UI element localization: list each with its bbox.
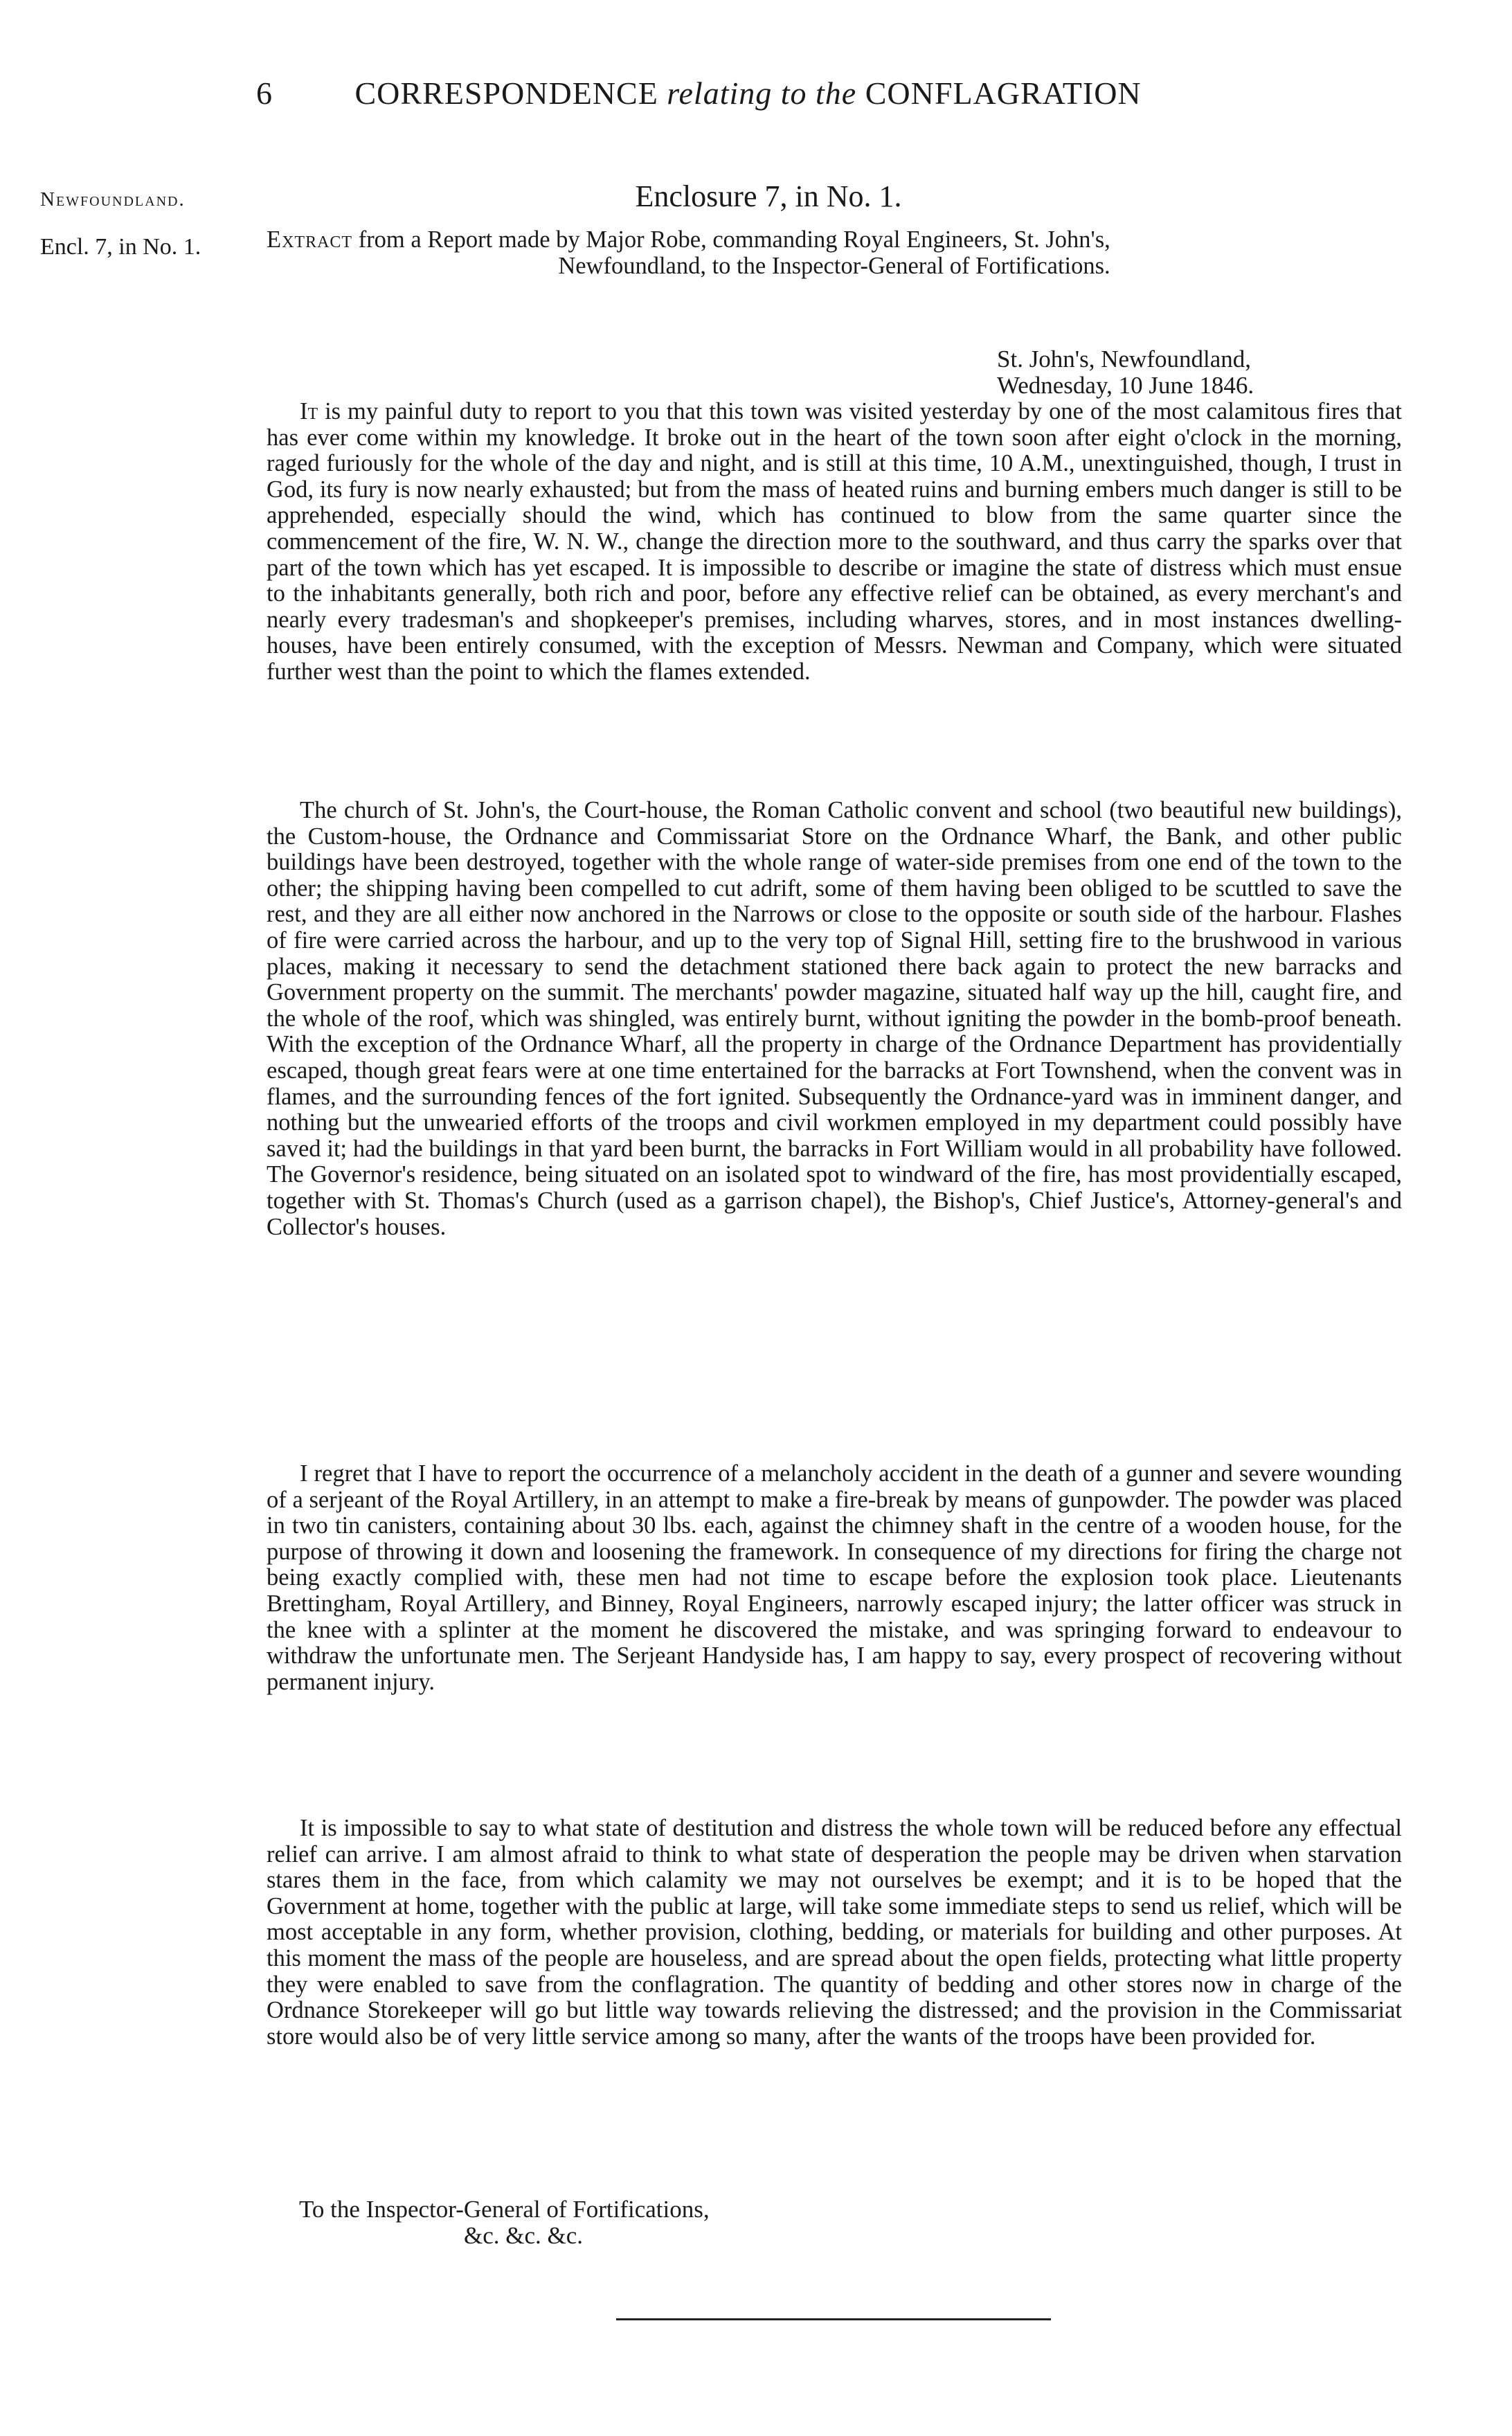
dateline-date: Wednesday, 10 June 1846.	[997, 372, 1254, 399]
addressee	[299, 2196, 1130, 2249]
paragraph-1-text: is my painful duty to report to you that this town was visited yesterday by one of the most calamitous fires that has ever come within my knowledge. It broke out in the heart of the town soon after eight o'clock in the morning, raged furiously for the whole of the day and night, and is still at this time, 10 A.M., unextinguished, though, I trust in God, its fury is now nearly exhausted; but from the mass of heated ruins and burning embers much danger is still to be apprehended, especially should the wind, which has continued to blow from the same quarter since the commencement of the fire, W. N. W., change the direction more to the southward, and thus carry the sparks over that part of the town which has yet escaped. It is impossible to describe or imagine the state of distress which must ensue to the inhabitants generally, both rich and poor, before any effective relief can be obtained, as every merchant's and nearly every tradesman's and shopkeeper's premises, including wharves, stores, and in most instances dwelling-houses, have been entirely consumed, with the exception of Messrs. Newman and Company, which were situated further west than the point to which the flames extended.	[267, 398, 1402, 685]
margin-enclosure-ref: Encl. 7, in No. 1.	[40, 234, 201, 260]
margin-colony-note: Newfoundland.	[40, 188, 186, 211]
addressee-line-2: &c. &c. &c.	[464, 2222, 584, 2249]
running-head-title-part1: CORRESPONDENCE	[354, 75, 658, 111]
extract-description	[267, 227, 1402, 279]
paragraph-2: The church of St. John's, the Court-house, the Roman Catholic convent and school (two beautiful new buildings), the Custom-house, the Ordnance and Commissariat Store on the Ordnance Wharf, the Bank, and other public buildings have been destroyed, together with the whole range of water-side premises from one end of the town to the other; the shipping having been compelled to cut adrift, some of them having been obliged to be scuttled to save the rest, and they are all either now anchored in the Narrows or close to the opposite or south side of the harbour. Flashes of fire were carried across the harbour, and up to the very top of Signal Hill, setting fire to the brushwood in various places, making it necessary to send the detachment stationed there back again to protect the new barracks and Government property on the summit. The merchants' powder magazine, situated half way up the hill, caught fire, and the whole of the roof, which was shingled, was entirely burnt, without igniting the powder in the bomb-proof beneath. With the exception of the Ordnance Wharf, all the property in charge of the Ordnance Department has providentially escaped, though great fears were at one time entertained for the barracks at Fort Townshend, when the convent was in flames, and the surrounding fences of the fort ignited. Subsequently the Ordnance-yard was in imminent danger, and nothing but the unwearied efforts of the troops and civil workmen employed in my department could possibly have saved it; had the buildings in that yard been burnt, the barracks in Fort William would in all probability have followed. The Governor's residence, being situated on an isolated spot to windward of the fire, has most providentially escaped, together with St. Thomas's Church (used as a garrison chapel), the Bishop's, Chief Justice's, Attorney-general's and Collector's houses.	[267, 797, 1402, 1240]
enclosure-heading: Enclosure 7, in No. 1.	[635, 179, 902, 213]
page-number: 6	[256, 75, 273, 111]
closing-rule	[616, 2318, 1051, 2320]
dateline-place: St. John's, Newfoundland,	[997, 346, 1251, 373]
running-head-title-italic: relating to the	[667, 75, 857, 111]
running-head	[256, 75, 1295, 111]
paragraph-1-first-word: It	[300, 398, 318, 424]
addressee-line-1: To the Inspector-General of Fortifications,	[299, 2196, 710, 2223]
running-head-title-part2: CONFLAGRATION	[865, 75, 1142, 111]
paragraph-4: It is impossible to say to what state of destitution and distress the whole town will be reduced before any effectual relief can arrive. I am almost afraid to think to what state of desperation the people may be driven when starvation stares them in the face, from which calamity we may not ourselves be exempt; and it is to be hoped that the Government at home, together with the public at large, will take some immediate steps to send us relief, which will be most acceptable in any form, whether provision, clothing, bedding, or materials for building and other purposes. At this moment the mass of the people are houseless, and are spread about the open fields, protecting what little property they were enabled to save from the conflagration. The quantity of bedding and other stores now in charge of the Ordnance Storekeeper will go but little way towards relieving the distressed; and the provision in the Commissariat store would also be of very little service among so many, after the wants of the troops have been provided for.	[267, 1815, 1402, 2050]
paragraph-3: I regret that I have to report the occurrence of a melancholy accident in the death of a gunner and severe wounding of a serjeant of the Royal Artillery, in an attempt to make a fire-break by means of gunpowder. The powder was placed in two tin canisters, containing about 30 lbs. each, against the chimney shaft in the centre of a wooden house, for the purpose of throwing it down and loosening the framework. In consequence of my directions for firing the charge not being exactly complied with, these men had not time to escape before the explosion took place. Lieutenants Brettingham, Royal Artillery, and Binney, Royal Engineers, narrowly escaped injury; the latter officer was struck in the knee with a splinter at the moment he discovered the mistake, and was springing forward to endeavour to withdraw the unfortunate men. The Serjeant Handyside has, I am happy to say, every prospect of recovering without permanent injury.	[267, 1460, 1402, 1695]
extract-lead-word: Extract	[267, 226, 353, 253]
paragraph-1	[267, 399, 1402, 686]
extract-line-2: Newfoundland, to the Inspector-General of Fortifications.	[558, 252, 1110, 279]
dateline	[997, 346, 1412, 399]
extract-text: from a Report made by Major Robe, commanding Royal Engineers, St. John's,	[352, 226, 1110, 253]
